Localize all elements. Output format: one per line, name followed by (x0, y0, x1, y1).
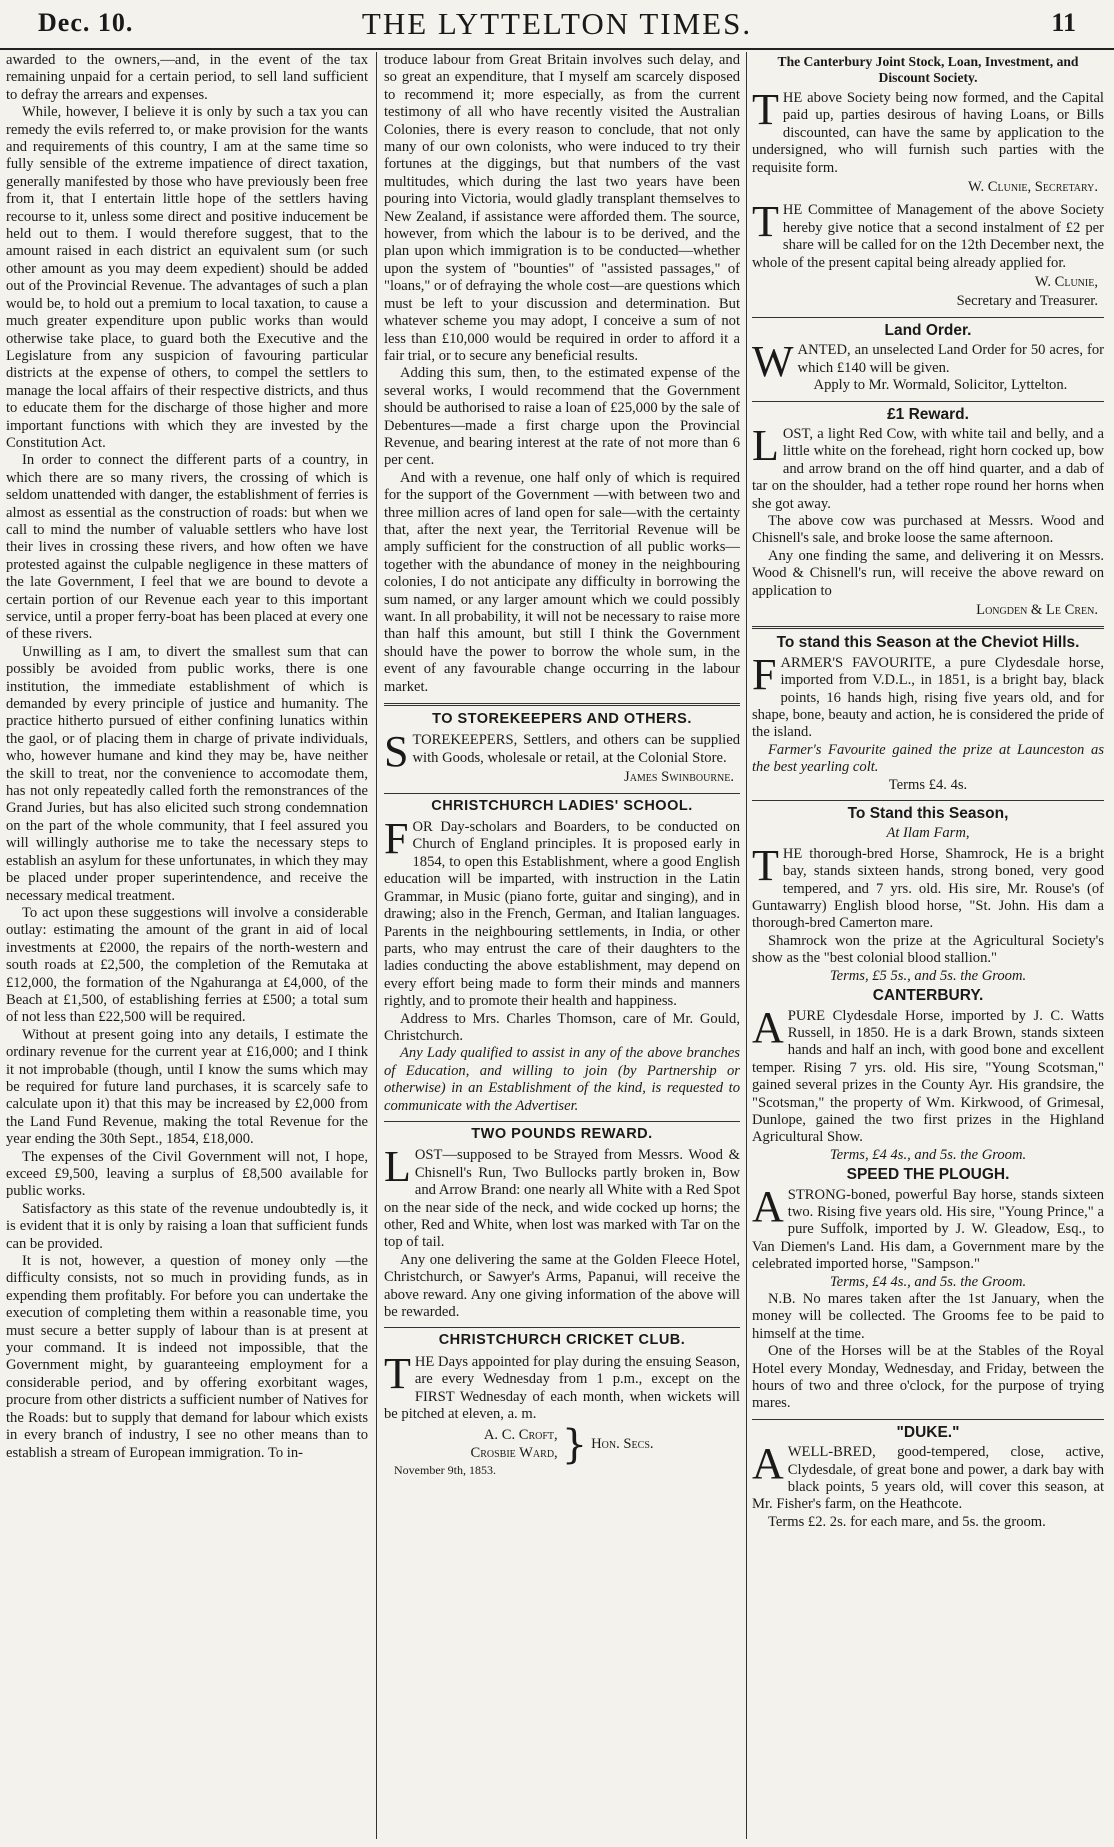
drop-cap: S (384, 727, 409, 777)
ad-terms: Terms £2. 2s. for each mare, and 5s. the groom. (768, 1513, 1046, 1530)
ad-title: To stand this Season at the Cheviot Hills. (776, 634, 1080, 652)
paragraph: Without at present going into any details, I estimate the ordinary revenue for the current year at £16,000; and I think it not improbable (though, until I know the sums which may be required for future land purchases, it is scarcely safe to calculate upon it) that this may be increased by £2,000 from the Land Fund Revenue, making the total Revenue for the year ending the 30th Sept., 1854, £18,000. (6, 1026, 368, 1148)
ad-stables: One of the Horses will be at the Stables of the Royal Hotel every Monday, Wednesday, and Friday, between the hours of two and three o'clock, for the purpose of trying mares. (752, 1343, 1104, 1412)
drop-cap: F (752, 649, 777, 699)
column-1-address (6, 52, 368, 1839)
ad-terms: Terms £4. 4s. (888, 776, 968, 793)
ad-body: HE above Society being now formed, and the Capital paid up, parties desirous of having Loans, or Bills discounted, can have the same by application to the undersigned, who will furnish such parties with the requisite form. (752, 90, 1104, 176)
secretary-name: Crosbie Ward, (470, 1444, 558, 1461)
page-number: 11 (1051, 8, 1076, 37)
ad-terms: Terms, £5 5s., and 5s. the Groom. (829, 967, 1027, 984)
ad-body: OST—supposed to be Strayed from Messrs. Wood & Chisnell's Run, Two Bullocks partly broken in, Bow and Arrow Brand: one nearly all White with a Red Spot on the near side of the neck, and wide cocked up horns; the other, Red and White, when lost was marked with Tar on the top of tail. (384, 1147, 740, 1251)
ad-body-2: The above cow was purchased at Messrs. Wood and Chisnell's sale, and broke loose the same afternoon. (752, 512, 1104, 547)
newspaper-title: THE LYTTELTON TIMES. (361, 6, 753, 41)
paragraph: And with a revenue, one half only of which is required for the support of the Government —with between two and three million acres of land open for sale—with the certainty that, after the next year, the Territorial Revenue will be amply sufficient for the construction of all public works—together with the abundance of money in the neighbouring colonies, I do not anticipate any difficulty in borrowing the sum named, or any larger amount which we could possibly want. In all probability, it will not be necessary to raise more than half this amount, but still I think the Government should have the power to borrow the whole sum, in the event of any favourable change occurring in the labour market. (384, 469, 740, 695)
divider (384, 703, 740, 706)
ad-body: OR Day-scholars and Boarders, to be conducted on Church of England principles. It is proposed early in 1854, to open this Establishment, where a good English education will be imparted, with instruction in the Latin Grammar, in Music (piano forte, guitar and singing), and in drawing; also in the French, German, and Italian languages. Parents in the neighbouring settlements, in India, or other parts, who may entrust the care of their daughters to the ladies conducting the above establishment, may depend on every effort being made to form their minds and manners rightly, and to promote their health and happiness. (384, 819, 740, 1010)
ad-title: The Canterbury Joint Stock, Loan, Investment, and Discount Society. (777, 54, 1079, 85)
ad-nb: N.B. No mares taken after the 1st January, when the money will be collected. The Grooms fee to be paid to himself at the time. (752, 1291, 1104, 1342)
ad-body: HE thorough-bred Horse, Shamrock, He is a bright bay, stands sixteen hands, strong boned, very good tempered, and 7 yrs. old. His sire, Mr. Rouse's (of Guntawarry) English blood horse, "St. John. His dam a thorough-bred Camerton mare. (752, 845, 1104, 932)
ad-prize: Farmer's Favourite gained the prize at Launceston as the best yearling colt. (752, 741, 1104, 776)
secretaries-signature (384, 1421, 740, 1468)
ladies-school-ad (384, 798, 740, 1115)
cricket-club-ad (384, 1332, 740, 1479)
storekeepers-ad (384, 711, 740, 787)
cheviot-hills-ad (752, 634, 1104, 794)
paragraph: To act upon these suggestions will involve a considerable outlay: estimating the amount of the grant in aid of local investments at £2000, the repairs of the north-western and south roads at £2,500, the completion of the Remutaka at £12,000, the formation of the Ngahuranga at £4,000, of the Beach at £1,500, of establishing ferries at £500; a total sum of not less than £22,500 will be required. (6, 904, 368, 1026)
ad-note: Any Lady qualified to assist in any of the above branches of Education, and willing to join (by Partnership or otherwise) in an Establishment of the kind, is requested to communicate with the Advertiser. (384, 1045, 740, 1114)
ad-terms: Terms, £4 4s., and 5s. the Groom. (829, 1146, 1027, 1163)
secretary-name: A. C. Croft, (483, 1427, 558, 1444)
ad-signature-role: Secretary and Treasurer. (956, 293, 1098, 310)
column-2 (384, 52, 740, 1839)
drop-cap: W (752, 337, 794, 387)
ad-body: TOREKEEPERS, Settlers, and others can be supplied with Goods, wholesale or retail, at the Colonial Store. (412, 732, 740, 766)
divider (752, 626, 1104, 629)
ad-body: HE Committee of Management of the above Society hereby give notice that a second instalment of £2 per share will be called for on the 12th December next, the whole of the present capital being already applied for. (752, 202, 1104, 271)
ad-body: PURE Clydesdale Horse, imported by J. C. Watts Russell, in 1850. He is a dark Brown, stands sixteen hands and half an inch, with good bone and excellent temper. Rising 7 yrs. old. His sire, "Young Scotsman," gained several prizes in the County Ayr. His grandsire, the "Scotsman," the property of Wm. Kirkwood, of Grimesal, Dunlope, gained the two first prizes in the Highland Agricultural Show. (752, 1007, 1104, 1146)
ad-body: ANTED, an unselected Land Order for 50 acres, for which £140 will be given. (797, 342, 1104, 376)
paragraph: While, however, I believe it is only by such a tax you can remedy the evils referred to, or make provision for the wants and requirements of this country, I am at the same time so fully sensible of the extreme impatience of direct taxation, generally manifested by those who have previously been free from it, that I entertain little hope of the settlers having recourse to it, unless some direct and positive inducement be held out to them. I would therefore suggest, that to the amount raised in each district an equivalent sum (or such other amount as you may deem expedient) should be added out of the Provincial Revenue. The advantages of such a plan would be, to hold out a premium to local taxation, to cause a much greater expenditure upon public works than would otherwise take place, to guard both the Executive and the Legislature from any suspicion of favouring particular districts at the expense of others, to compel the settlers to manage the local affairs of their respective districts, and thus to educate them for the discharge of those higher and more important functions with which they are invested by the Constitution Act. (6, 104, 368, 451)
divider (752, 800, 1104, 801)
drop-cap: T (752, 85, 779, 134)
ad-body-2: Any one delivering the same at the Golden Fleece Hotel, Christchurch, or Sawyer's Arms, Papanui, will receive the above reward. Any one giving information of the above will be rewarded. (384, 1251, 740, 1321)
ad-title: SPEED THE PLOUGH. (846, 1166, 1010, 1184)
divider (752, 1419, 1104, 1420)
paragraph: The expenses of the Civil Government will not, I hope, exceed £9,500, leaving a surplus of £8,500 available for public works. (6, 1148, 368, 1200)
masthead (0, 0, 1114, 50)
cow-reward-ad (752, 406, 1104, 620)
duke-horse-ad (752, 1424, 1104, 1531)
ad-title: CHRISTCHURCH CRICKET CLUB. (438, 1332, 686, 1349)
paragraph: awarded to the owners,—and, in the event of the tax remaining unpaid for a certain period, to sell land sufficient to defray the arrears and expenses. (6, 52, 368, 103)
ad-terms: Terms, £4 4s., and 5s. the Groom. (829, 1273, 1027, 1290)
paragraph: Satisfactory as this state of the revenue undoubtedly is, it is evident that it is only by raising a loan that sufficient funds can be provided. (6, 1200, 368, 1252)
drop-cap: L (384, 1142, 411, 1192)
drop-cap: A (752, 1002, 784, 1052)
drop-cap: F (384, 814, 409, 864)
brace: } (561, 1421, 588, 1468)
divider (384, 1327, 740, 1328)
ad-body: ARMER'S FAVOURITE, a pure Clydesdale horse, imported from V.D.L., in 1851, is a bright bay, black points, 16 hands high, rising five years old, and for shape, bone, beauty and action, he is considered the pride of the island. (752, 654, 1104, 741)
divider (752, 317, 1104, 318)
column-rule-2 (746, 52, 747, 1839)
ad-title: TWO POUNDS REWARD. (471, 1125, 653, 1142)
divider (384, 793, 740, 794)
two-pounds-reward-ad (384, 1126, 740, 1321)
ad-title: £1 Reward. (887, 405, 969, 423)
land-order-ad (752, 322, 1104, 395)
ad-body-3: Any one finding the same, and delivering it on Messrs. Wood & Chisnell's run, will receive the above reward on application to (752, 547, 1104, 599)
divider (384, 1121, 740, 1122)
paragraph: In order to connect the different parts of a country, in which there are so many rivers, the crossing of which is seldom unattended with danger, the establishment of ferries is almost as essential as the construction of roads: but when we call to mind the number of valuable settlers who have lost their lives in crossing these rivers, and how often we have protested against the culpable negligence in these matters of the late Government, I feel that we are bound to devote a certain portion of our Revenue each year to this important service, until a proper ferry-boat has been placed at every one of these rivers. (6, 452, 368, 643)
ad-title: CHRISTCHURCH LADIES' SCHOOL. (431, 797, 693, 814)
drop-cap: T (752, 197, 779, 247)
ad-date: November 9th, 1853. (394, 1463, 496, 1478)
canterbury-horse-ad (752, 987, 1104, 1164)
drop-cap: L (752, 420, 779, 470)
ad-title: CANTERBURY. (872, 987, 984, 1005)
issue-date: Dec. 10. (38, 8, 134, 37)
ad-signature: Longden & Le Cren. (976, 601, 1098, 618)
ad-signature: James Swinbourne. (624, 769, 734, 786)
shamrock-ad (752, 805, 1104, 985)
drop-cap: T (384, 1348, 411, 1398)
ad-address: Address to Mrs. Charles Thomson, care of Mr. Gould, Christchurch. (384, 1010, 740, 1044)
paragraph: It is not, however, a question of money only —the difficulty consists, not so much in providing funds, as in expending them profitably. For before you can undertake the execution of completing them within a reasonable time, you must secure a better supply of labour than is at present at your command. It is indeed not impossible, that the Government might, by guaranteeing employment for a considerable period, and by offering exorbitant wages, procure from other districts a sufficient number of Natives for the Roads: but to supply that demand for labour which exists in every branch of industry, I see no other means than to establish a stream of European immigration. To in- (6, 1253, 368, 1461)
ad-apply: Apply to Mr. Wormald, Solicitor, Lyttelton. (813, 377, 1068, 394)
drop-cap: T (752, 840, 779, 890)
ad-body: HE Days appointed for play during the ensuing Season, are every Wednesday from 1 p.m., except on the FIRST Wednesday of each month, when wickets will be pitched at eleven, a. m. (384, 1353, 740, 1423)
paragraph: Adding this sum, then, to the estimated expense of the several works, I would recommend that the Government should be authorised to raise a loan of £25,000 by the sale of Debentures—made a first charge upon the Provincial Revenue, and bearing interest at the rate of not more than 6 per cent. (384, 365, 740, 469)
paragraph: troduce labour from Great Britain involves such delay, and so great an expenditure, that I myself am scarcely disposed to recommend it; more especially, as from the current testimony of all who have recently visited the Australian Colonies, there is every reason to conclude, that not only many of our own colonists, who were induced to try their fortunes at the diggings, but that numbers of the vast multitudes, which during the last two years have been pouring into Victoria, would gladly transplant themselves to New Zealand, if assistance were afforded them. The source, however, from which the labour is to be derived, and the plan upon which immigration is to be conducted—whether upon the system of "bounties" of "assisted passages," of "loans," or of defraying the whole cost—are questions which must be left to your discussion and determination. But whatever scheme you may adopt, I conceive a sum of not less than £10,000 would be required in order to afford it a fair trial, or to secure any beneficial results. (384, 52, 740, 364)
ad-body: WELL-BRED, good-tempered, close, active, Clydesdale, of great bone and power, a dark bay with black points, 5 years old, will cover this season, at Mr. Fisher's farm, on the Heathcote. (752, 1444, 1104, 1513)
drop-cap: A (752, 1439, 784, 1489)
ad-body: STRONG-boned, powerful Bay horse, stands sixteen two. Rising five years old. His sire, "Young Prince," a pure Suffolk, imported by J. W. Gleadow, Esq., to Van Diemen's Land. His dam, a Government mare by the celebrated imported horse, "Sampson." (752, 1186, 1104, 1273)
society-ad (752, 54, 1104, 311)
secretary-role: Hon. Secs. (591, 1436, 654, 1453)
ad-title: "DUKE." (896, 1423, 960, 1441)
paragraph: Unwilling as I am, to divert the smallest sum that can possibly be avoided from public works, there is one institution, the immediate establishment of which is demanded by every principle of justice and humanity. The practice hitherto pursued of either confining lunatics within the gaol, or of placing them in charge of private individuals, who, however humane and kind they may be, have neither the skill to treat, nor the convenience to accomodate them, has not only repeatedly called forth the remonstrances of the Grand Juries, but has also elicited such strong condemnation on the part of the whole community, that I feel assured you will willingly authorise me to take the necessary steps to establish an asylum for these unfortunates, in which they may be placed under proper superintendence, and receive the necessary medical treatment. (6, 643, 368, 904)
ad-title: To Stand this Season, (847, 805, 1009, 823)
ad-body: OST, a light Red Cow, with white tail and belly, and a little white on the forehead, right horn cocked up, bow and arrow brand on the off hind quarter, and a dab of tar on the shoulder, had a tether rope round her horns when she got away. (752, 425, 1104, 512)
ad-subtitle: At Ilam Farm, (886, 825, 970, 842)
column-rule-1 (376, 52, 377, 1839)
ad-signature: W. Clunie, Secretary. (968, 179, 1098, 196)
ad-title: TO STOREKEEPERS AND OTHERS. (432, 711, 692, 728)
divider (752, 401, 1104, 402)
speed-the-plough-ad (752, 1166, 1104, 1413)
column-3-advertisements (752, 52, 1104, 1839)
ad-signature: W. Clunie, (1034, 274, 1098, 291)
drop-cap: A (752, 1181, 784, 1231)
ad-title: Land Order. (884, 321, 972, 339)
ad-body-2: Shamrock won the prize at the Agricultural Society's show as the "best colonial blood stallion." (752, 932, 1104, 967)
